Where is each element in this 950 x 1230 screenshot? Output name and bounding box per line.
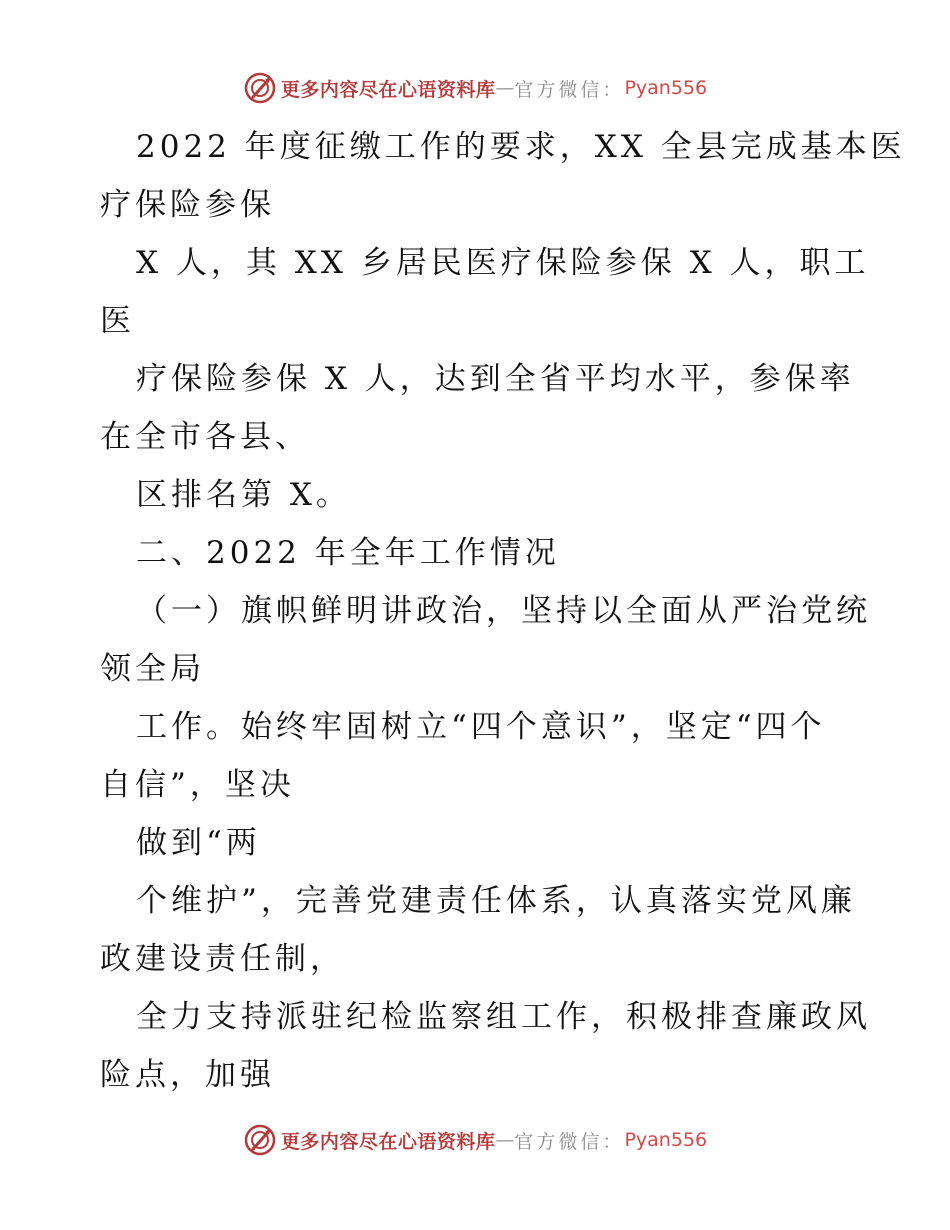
body-line: 区排名第 X。 <box>136 477 351 513</box>
body-line: 疗保险参保 X 人，达到全省平均水平，参保率 <box>136 361 855 397</box>
body-line: （一）旗帜鲜明讲政治，坚持以全面从严治党统 <box>136 593 871 629</box>
footer-account: Pyan556 <box>624 1129 708 1151</box>
body-line: 险点，加强 <box>100 1057 275 1093</box>
document-body <box>100 118 906 1104</box>
header-watermark <box>0 68 950 108</box>
body-line: 个维护”，完善党建责任体系，认真落实党风廉 <box>136 883 856 919</box>
body-line: 做到“两 <box>136 825 261 861</box>
body-line: 全力支持派驻纪检监察组工作，积极排查廉政风 <box>136 999 871 1035</box>
body-line: 2022 年度征缴工作的要求，XX 全县完成基本医 <box>136 129 906 165</box>
body-line: 自信”，坚决 <box>100 767 295 803</box>
body-line: 政建设责任制， <box>100 941 345 977</box>
logo-icon <box>243 71 277 105</box>
body-line: 工作。始终牢固树立“四个意识”，坚定“四个 <box>136 709 826 745</box>
footer-separator: — <box>495 1129 515 1151</box>
header-official-label: 官方微信： <box>514 78 625 101</box>
header-separator: — <box>495 77 515 99</box>
body-line: X 人，其 XX 乡居民医疗保险参保 X 人，职工 <box>136 245 870 281</box>
body-line: 领全局 <box>100 651 205 687</box>
footer-brand: 更多内容尽在心语资料库 <box>280 1130 496 1153</box>
section-heading: 二、2022 年全年工作情况 <box>136 535 560 571</box>
body-line: 在全市各县、 <box>100 419 310 455</box>
body-line: 医 <box>100 303 135 339</box>
footer-official-label: 官方微信： <box>514 1130 625 1153</box>
header-brand: 更多内容尽在心语资料库 <box>280 78 496 101</box>
footer-watermark <box>0 1120 950 1160</box>
header-account: Pyan556 <box>624 77 708 99</box>
body-line: 疗保险参保 <box>100 187 275 223</box>
logo-icon <box>243 1123 277 1157</box>
